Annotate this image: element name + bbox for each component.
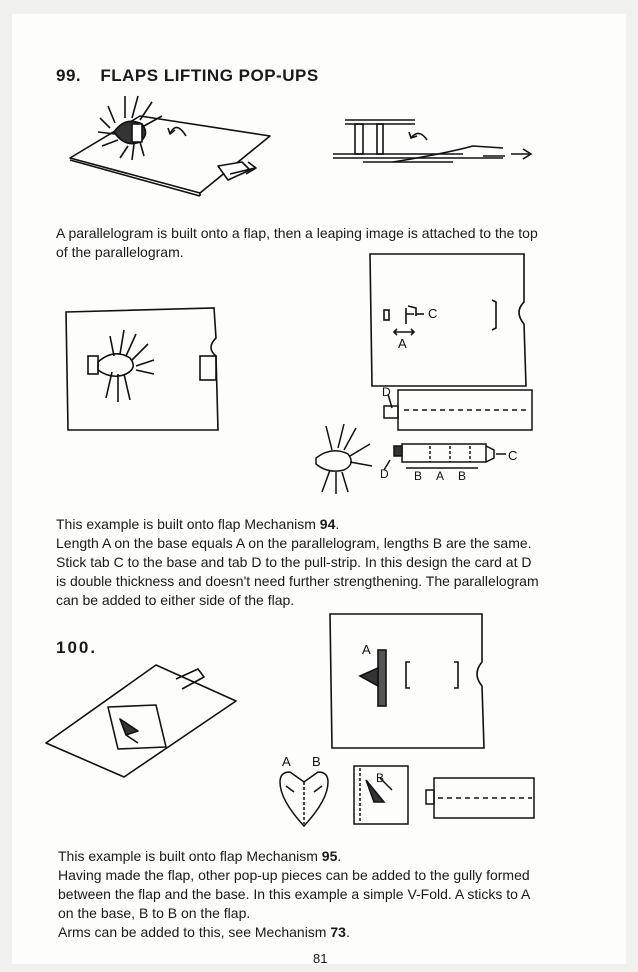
- example-line: Length A on the base equals A on the parallelogram, lengths B are the same.: [56, 535, 532, 551]
- label-a: A: [398, 336, 407, 351]
- intro-line: A parallelogram is built onto a flap, then a leaping image is attached to the top: [56, 225, 538, 241]
- base-card-vfold: [330, 614, 490, 749]
- label-d-bottom: D: [380, 467, 389, 481]
- example-paragraph-100: [58, 847, 598, 942]
- folded-flap-piece: [352, 762, 412, 832]
- example-line: Stick tab C to the base and tab D to the pull-strip. In this design the card at D: [56, 554, 532, 570]
- label-b-2: B: [458, 469, 467, 483]
- label-b-piece: B: [312, 754, 321, 769]
- example-paragraph-99: [56, 515, 596, 610]
- label-b-1: B: [414, 469, 423, 483]
- vfold-piece: [276, 752, 336, 832]
- section-99-heading: [56, 66, 319, 86]
- label-b-square: B: [376, 771, 385, 785]
- label-d-top: D: [382, 385, 391, 399]
- example-line: This example is built onto flap Mechanism 95.: [58, 848, 342, 864]
- flap-bird-illustration: [70, 88, 300, 198]
- section-number: 99.: [56, 66, 82, 85]
- example-line: is double thickness and doesn't need further strengthening. The parallelogram: [56, 573, 539, 589]
- pull-strip-diagram: [300, 380, 540, 500]
- intro-line: of the parallelogram.: [56, 244, 184, 260]
- example-line: between the flap and the base. In this example a simple V-Fold. A sticks to A: [58, 886, 531, 902]
- pull-strip-100: [424, 776, 544, 826]
- label-a-base: A: [362, 642, 371, 657]
- example-line: can be added to either side of the flap.: [56, 592, 295, 608]
- example-line: Having made the flap, other pop-up pieces can be added to the gully formed: [58, 867, 530, 883]
- example-line: on the base, B to B on the flap.: [58, 905, 251, 921]
- mechanism-ref: 94: [319, 516, 336, 532]
- section-100-heading: 100.: [56, 638, 98, 657]
- example-line: Arms can be added to this, see Mechanism 73.: [58, 924, 350, 940]
- label-a-piece: A: [282, 754, 291, 769]
- label-a-strip: A: [436, 469, 445, 483]
- mechanism-ref: 95: [321, 848, 338, 864]
- label-c-strip: C: [508, 448, 518, 463]
- side-view-diagram: [333, 118, 553, 188]
- base-card-diagram: [370, 254, 530, 389]
- section-title: FLAPS LIFTING POP-UPS: [100, 66, 319, 85]
- flap-vfold-illustration: [46, 665, 246, 780]
- card-with-bird: [66, 308, 226, 433]
- label-c: C: [428, 306, 438, 321]
- page-number: 81: [313, 951, 328, 966]
- example-line: This example is built onto flap Mechanism 94.: [56, 516, 340, 532]
- mechanism-ref: 73: [330, 924, 346, 940]
